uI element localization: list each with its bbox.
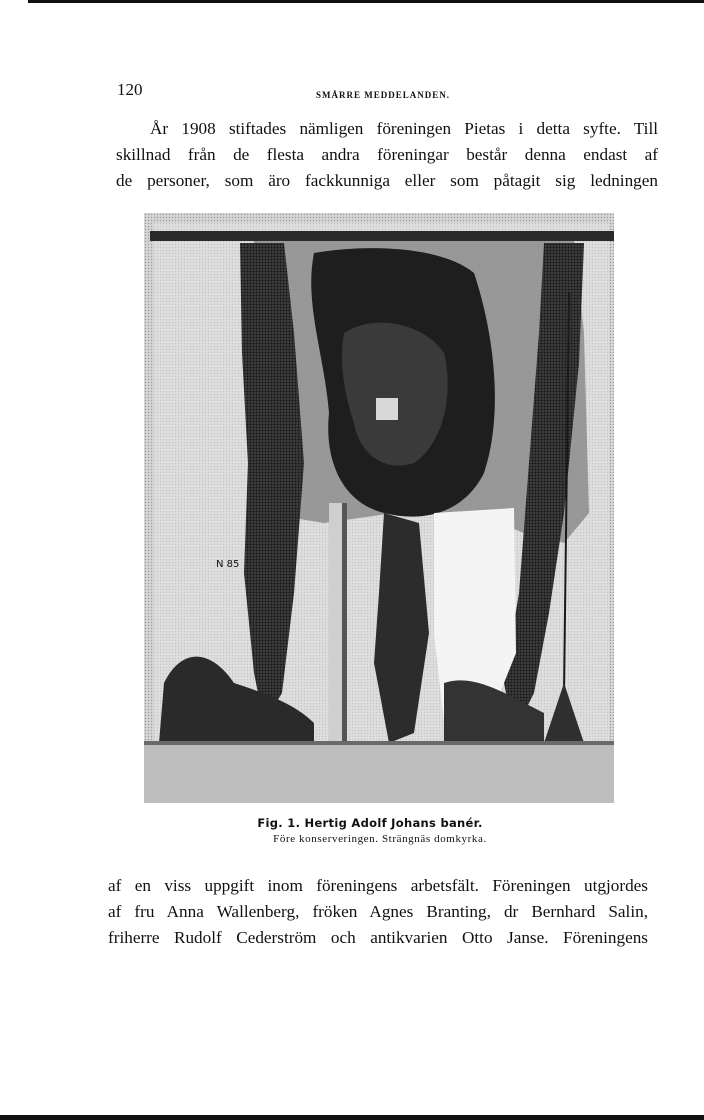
running-head: SMÅRRE MEDDELANDEN. — [316, 90, 451, 100]
text-line: skillnad från de flesta andra föreningar består denna endast af — [116, 145, 658, 164]
top-border-rule — [28, 0, 704, 3]
page-number: 120 — [117, 80, 143, 99]
text-line: af en viss uppgift inom föreningens arbetsfält. Föreningen utgjordes — [108, 876, 648, 895]
paragraph-top — [116, 116, 658, 194]
paragraph-bottom — [108, 873, 648, 951]
banner-inscription: N 85 — [216, 559, 240, 570]
text-line: de personer, som äro fackkunniga eller som påtagit sig ledningen — [116, 171, 658, 190]
bottom-border-rule — [0, 1115, 704, 1120]
text-line: friherre Rudolf Cederström och antikvarien Otto Janse. Föreningens — [108, 928, 648, 947]
banner-photograph — [144, 213, 614, 803]
figure-caption-title: Fig. 1. Hertig Adolf Johans banér. — [257, 816, 483, 830]
figure-caption-subtitle: Före konserveringen. Strängnäs domkyrka. — [273, 833, 487, 845]
text-line: af fru Anna Wallenberg, fröken Agnes Branting, dr Bernhard Salin, — [108, 902, 648, 921]
banner-photo-image — [144, 213, 614, 803]
text-line: År 1908 stiftades nämligen föreningen Pietas i detta syfte. Till — [150, 119, 658, 138]
